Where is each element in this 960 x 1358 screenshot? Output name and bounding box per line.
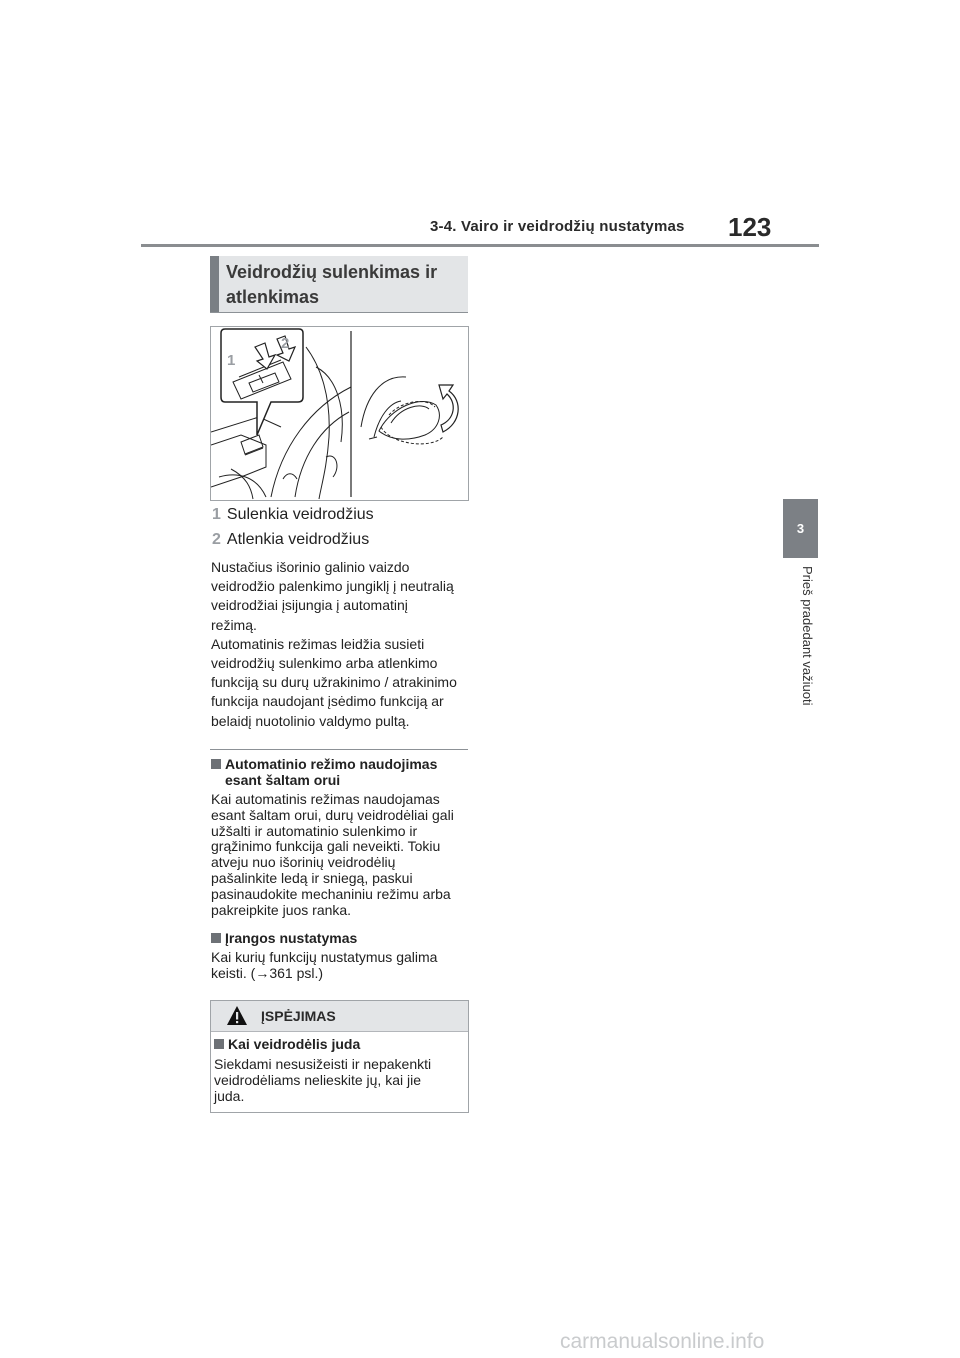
paragraph-line: funkcija naudojant įsėdimo funkciją ar — [211, 693, 444, 710]
note-heading-line: Įrangos nustatymas — [225, 930, 358, 946]
note-body — [211, 792, 473, 918]
page-number: 123 — [728, 212, 772, 242]
note-line: keisti. (→361 psl.) — [211, 964, 324, 981]
warning-line: juda. — [214, 1087, 245, 1104]
note-line: Kai automatinis režimas naudojamas — [211, 791, 440, 807]
paragraph-line: veidrodžio palenkimo jungiklį į neutralią — [211, 578, 454, 595]
header-rule — [141, 244, 819, 247]
note-line: pakreipkite juos ranka. — [211, 901, 352, 918]
section-heading-bar — [210, 256, 219, 312]
square-bullet-icon — [211, 933, 221, 943]
note-line: esant šaltam orui, durų veidrodėliai gali — [211, 806, 454, 823]
list-item-label: Atlenkia veidrodžius — [226, 531, 370, 548]
note-line: pašalinkite ledą ir sniegą, paskui — [211, 869, 413, 886]
square-bullet-icon — [211, 759, 221, 769]
header-section-title: 3-4. Vairo ir veidrodžių nustatymas — [430, 218, 685, 235]
note-heading-line: Automatinio režimo naudojimas — [225, 756, 438, 772]
mirror-switch-illustration — [210, 326, 469, 501]
callout-2: 2 — [281, 335, 290, 352]
list-item — [212, 506, 374, 524]
warning-subtitle — [214, 1036, 360, 1052]
list-item-label: Sulenkia veidrodžius — [226, 506, 374, 523]
note-line: užšalti ir automatinio sulenkimo ir — [211, 822, 418, 839]
callout-1: 1 — [227, 352, 236, 369]
note-heading — [211, 930, 473, 946]
paragraph-line: belaidį nuotolinio valdymo pultą. — [211, 712, 410, 729]
paragraph-line: Automatinis režimas leidžia susieti — [211, 635, 425, 652]
watermark: carmanualsonline.info — [560, 1330, 765, 1353]
paragraph-line: veidrodžiai įsijungia į automatinį — [211, 597, 408, 614]
list-item — [212, 531, 369, 549]
note-heading-line: esant šaltam orui — [225, 772, 341, 788]
paragraph-line: funkciją su durų užrakinimo / atrakinimo — [211, 674, 457, 691]
warning-box — [210, 1000, 469, 1113]
note-line: grąžinimo funkcija gali neveikti. Tokiu — [211, 838, 441, 855]
note-line: Kai kurių funkcijų nustatymus galima — [211, 949, 438, 965]
section-heading-box — [210, 256, 468, 313]
paragraph-line: režimą. — [211, 616, 257, 633]
warning-triangle-icon — [226, 1005, 248, 1027]
section-heading: Veidrodžių sulenkimas ir atlenkimas — [226, 262, 438, 307]
warning-header — [211, 1001, 468, 1032]
warning-subtitle-text: Kai veidrodėlis juda — [228, 1036, 361, 1052]
list-item-number: 1 — [212, 506, 221, 523]
body-paragraph — [211, 558, 473, 731]
chapter-tab: 3 — [783, 499, 818, 558]
note-line: pasinaudokite mechaniniu režimu arba — [211, 885, 451, 902]
warning-title: ĮSPĖJIMAS — [261, 1008, 336, 1024]
note-heading — [211, 756, 473, 788]
note-line: atveju nuo išorinių veidrodėlių — [211, 854, 396, 871]
warning-line: veidrodėliams nelieskite jų, kai jie — [214, 1071, 421, 1088]
warning-body — [214, 1057, 464, 1104]
notes-divider — [210, 749, 468, 750]
warning-line: Siekdami nesusižeisti ir nepakenkti — [214, 1056, 432, 1072]
paragraph-line: Nustačius išorinio galinio vaizdo — [211, 559, 410, 575]
paragraph-line: veidrodžių sulenkimo arba atlenkimo — [211, 655, 438, 672]
chapter-title: Prieš pradedant važiuoti — [800, 566, 815, 706]
list-item-number: 2 — [212, 531, 221, 548]
note-body — [211, 950, 473, 982]
square-bullet-icon — [214, 1039, 224, 1049]
